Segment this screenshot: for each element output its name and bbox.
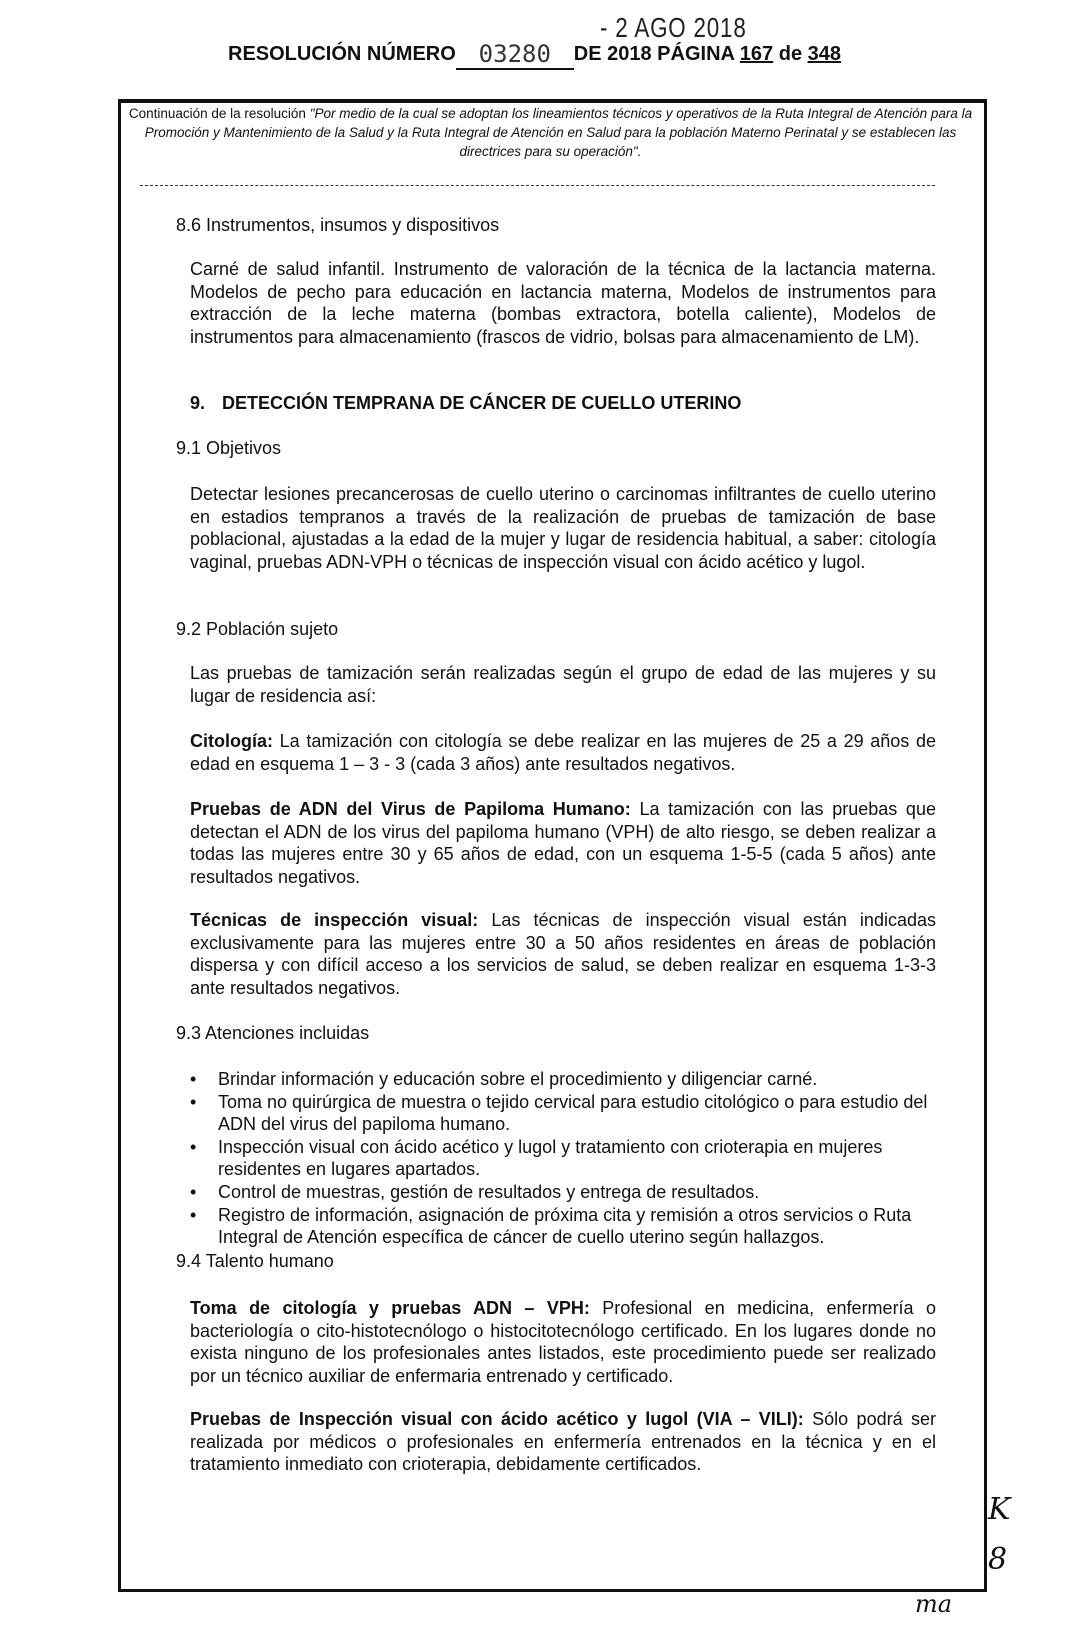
- dashed-divider: [140, 185, 935, 186]
- section-9-heading: [190, 393, 741, 414]
- para-text: Sólo podrá ser realizada por médicos o profesionales en enfermería entrenados en la técnica y en el tratamiento inmediato con crioterapia, debidamente certificados.: [190, 1409, 936, 1475]
- pruebas-inspeccion-paragraph: [190, 1408, 936, 1476]
- para-label: Toma de citología y pruebas ADN – VPH:: [190, 1298, 590, 1318]
- para-text: Las técnicas de inspección visual están indicadas exclusivamente para las mujeres entre 30 a 50 años residentes en áreas de población dispersa y con difícil acceso a los servicios de salud, se deben realizar en esquema 1-3-3 ante resultados negativos.: [190, 910, 936, 998]
- signature: ma: [915, 1590, 953, 1618]
- section-9-3-title: 9.3 Atenciones incluidas: [176, 1023, 370, 1043]
- para-label: Pruebas de Inspección visual con ácido acético y lugol (VIA – VILI):: [190, 1409, 804, 1429]
- para-label: Pruebas de ADN del Virus de Papiloma Humano:: [190, 799, 631, 819]
- section-9-number: 9.: [190, 393, 206, 413]
- page-total: 348: [807, 43, 842, 65]
- section-8-6-title: 8.6 Instrumentos, insumos y dispositivos: [176, 215, 500, 235]
- section-9-title: DETECCIÓN TEMPRANA DE CÁNCER DE CUELLO UTERINO: [222, 393, 742, 413]
- header-middle: DE 2018 PÁGINA: [573, 43, 735, 65]
- atenciones-list: [190, 1068, 936, 1249]
- margin-number: 8: [988, 1542, 1008, 1577]
- para-label: Técnicas de inspección visual:: [190, 910, 479, 930]
- page-header: [228, 38, 841, 68]
- toma-citologia-paragraph: [190, 1297, 936, 1387]
- para-text: La tamización con citología se debe realizar en las mujeres de 25 a 29 años de edad en esquema 1 – 3 - 3 (cada 3 años) ante resultados negativos.: [190, 731, 936, 774]
- list-item: • Toma no quirúrgica de muestra o tejido cervical para estudio citológico o para estudio del ADN del virus del papiloma humano.: [190, 1091, 936, 1136]
- section-9-1-text: Detectar lesiones precancerosas de cuello uterino o carcinomas infiltrantes de cuello uterino en estadios tempranos a través de la realización de pruebas de tamización de base poblacional, ajustadas a la edad de la mujer y lugar de residencia habitual, a saber: citología vaginal, pruebas ADN-VPH o técnicas de inspección visual con ácido acético y lugol.: [190, 484, 936, 572]
- section-9-1-title: 9.1 Objetivos: [176, 438, 282, 458]
- header-of: de: [778, 43, 803, 65]
- citologia-paragraph: [190, 730, 936, 775]
- list-item: • Inspección visual con ácido acético y lugol y tratamiento con crioterapia en mujeres residentes en lugares apartados.: [190, 1136, 936, 1181]
- section-9-2-intro: Las pruebas de tamización serán realizadas según el grupo de edad de las mujeres y su lugar de residencia así:: [190, 663, 936, 706]
- header-prefix: RESOLUCIÓN NÚMERO: [228, 43, 456, 65]
- para-label: Citología:: [190, 731, 273, 751]
- resolution-number: 03280: [456, 40, 574, 70]
- section-9-4-title: 9.4 Talento humano: [176, 1251, 334, 1271]
- para-text: La tamización con las pruebas que detectan el ADN de los virus del papiloma humano (VPH) de alto riesgo, se deben realizar a todas las mujeres entre 30 y 65 años de edad, con un esquema 1-5-5 (cada 5 años) ante resultados negativos.: [190, 799, 936, 887]
- continuation-note: [128, 104, 973, 161]
- margin-initial: K: [988, 1492, 1011, 1527]
- date-stamp: - 2 AGO 2018: [600, 12, 747, 43]
- section-9-2-title: 9.2 Población sujeto: [176, 619, 339, 639]
- list-item: • Registro de información, asignación de próxima cita y remisión a otros servicios o Ruta Integral de Atención específica de cáncer de cuello uterino según hallazgos.: [190, 1204, 936, 1249]
- section-8-6-text: Carné de salud infantil. Instrumento de valoración de la técnica de la lactancia materna. Modelos de pecho para educación en lactancia materna, Modelos de instrumentos para extracción de la leche materna (bombas extractora, botella caliente), Modelos de instrumentos para almacenamiento (frascos de vidrio, bolsas para almacenamiento de LM).: [190, 259, 936, 347]
- list-item: • Control de muestras, gestión de resultados y entrega de resultados.: [190, 1181, 936, 1204]
- continuation-quote: "Por medio de la cual se adoptan los lineamientos técnicos y operativos de la Ruta Integral de Atención para la Promoción y Mantenimiento de la Salud y la Ruta Integral de Atención en Salud para la población Materno Perinatal y se establecen las directrices para su operación".: [144, 106, 973, 159]
- inspeccion-visual-paragraph: [190, 909, 936, 999]
- page-number: 167: [739, 43, 774, 65]
- continuation-lead: Continuación de la resolución: [128, 106, 306, 121]
- para-text: Profesional en medicina, enfermería o bacteriología o cito-histotecnólogo o histocitotecnólogo certificado. En los lugares donde no exista ninguno de los profesionales antes listados, este procedimiento puede ser realizado por un técnico auxiliar de enfermaria entrenado y certificado.: [190, 1298, 936, 1386]
- adn-vph-paragraph: [190, 798, 936, 888]
- list-item: • Brindar información y educación sobre el procedimiento y diligenciar carné.: [190, 1068, 936, 1091]
